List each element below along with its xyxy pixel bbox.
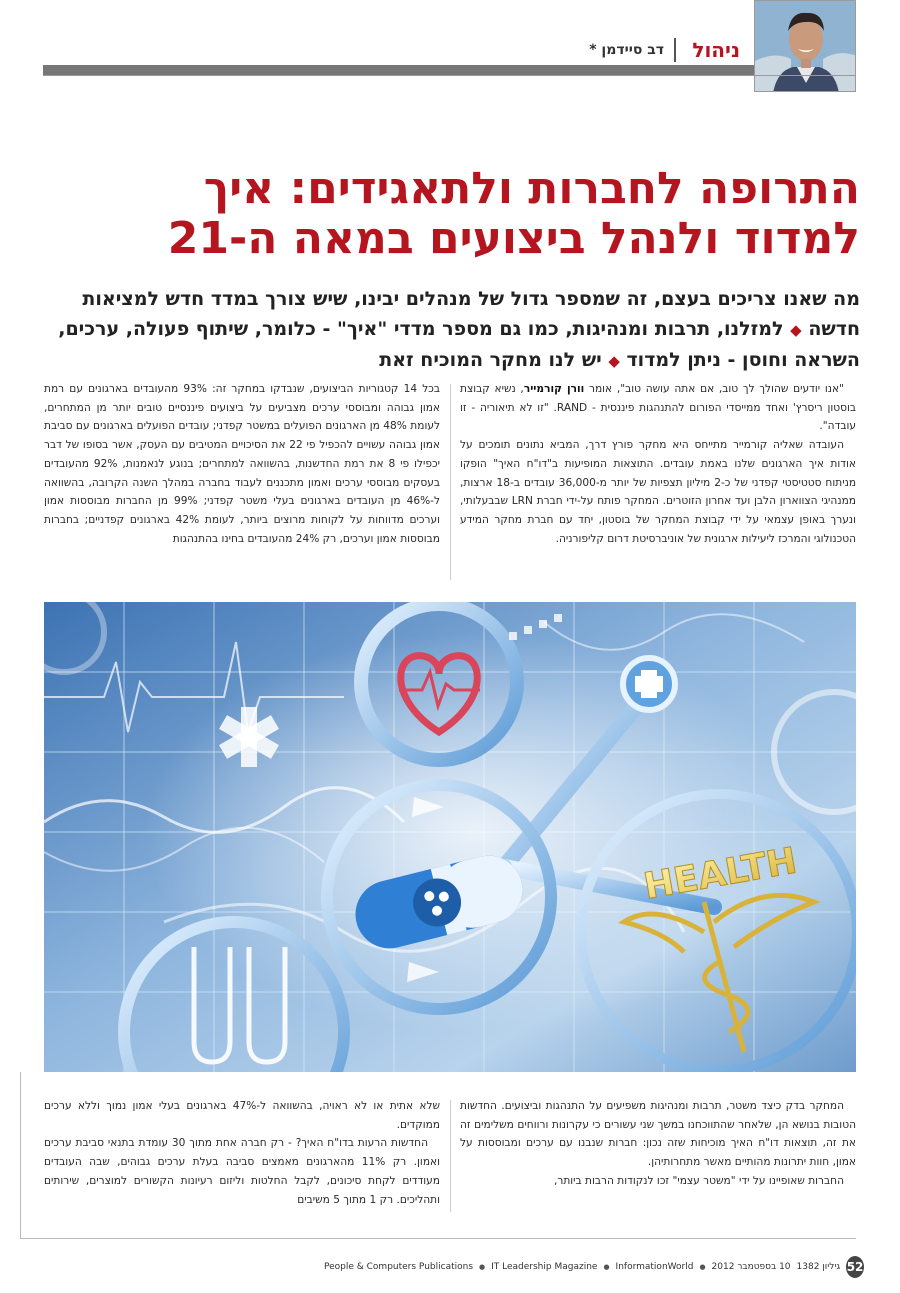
subhead-line-2b: למזלנו, תרבות ומנהיגות, כמו גם מספר מדדי "איך" - כלומר, שיתוף פעולה, ערכים, xyxy=(58,318,784,340)
diamond-icon: ◆ xyxy=(608,352,620,370)
author-portrait xyxy=(754,0,856,92)
separator-dot-icon: ● xyxy=(479,1263,486,1271)
paragraph-text: "אנו יודעים שהולך לך טוב, אם אתה עושה טוב", אומר xyxy=(588,383,844,395)
paragraph: שלא אתית או לא ראויה, בהשוואה ל-47% בארגונים בעלי אמון נמוך וללא ערכים ממוקדים. xyxy=(44,1100,440,1131)
separator-dot-icon: ● xyxy=(603,1263,610,1271)
paragraph: העובדה שאליה קורמייר מתייחס היא מחקר פורץ דרך, המביא נתונים תומכים על אודות איך הארגונים שלנו באמת עובדים. התוצאות המופיעות ב"דו"ח האיך" הופקו מניתוח סטטיסטי קפדני של כ-2 מיליון תצפיות של יותר מ-36,000 עובדים ב-18 ארצות, ממנהיגי הצווארון הלבן ועד אחרון הזוטרים. המחקר פותח על-ידי חברת LRN שבבעלותי, ונערך באופן עצמאי על ידי קבוצת המחקר של בוסטון, יחד עם חברת מחקר המידע הטכנולוגי והמרכז ליעילות ארגונית של אוניברסיטת דרום קליפורניה. xyxy=(460,439,857,545)
footer-rule xyxy=(20,1238,856,1239)
section-label: ניהול xyxy=(692,38,740,62)
paragraph xyxy=(460,380,856,436)
page-number: 52 xyxy=(846,1256,864,1278)
separator-dot-icon: ● xyxy=(699,1263,706,1271)
diamond-icon: ◆ xyxy=(790,321,802,339)
quoted-person-name: וורן קורמייר xyxy=(523,383,585,395)
author-portrait-image xyxy=(755,1,856,92)
page-footer xyxy=(324,1256,864,1278)
subhead-line-1: מה שאנו צריכים בעצם, זה שמספר גדול של מנהלים יבינו, שיש צורך במדד חדש למציאות xyxy=(82,288,860,310)
subhead-line-3a: השראה וחוסן - ניתן למדוד xyxy=(626,349,860,371)
headline-line-2: למדוד ולנהל ביצועים במאה ה-21 xyxy=(167,213,860,264)
column-bottom-right xyxy=(460,1097,856,1191)
headline-line-1: התרופה לחברות ולתאגידים: איך xyxy=(203,163,860,214)
header-bar xyxy=(43,65,754,75)
article-headline xyxy=(40,164,860,264)
subhead-line-3 xyxy=(40,345,860,376)
page-side-rule xyxy=(20,1072,21,1238)
paragraph: החדשות הרעות בדו"ח האיך? - רק חברה אחת מתוך 30 עומדת בתנאי סביבת ערכים ואמון. רק 11% מהארגונים מאמצים סביבה בעלת ערכים גבוהים, שבה העובדים מעודדים לקחת סיכונים, לקבל החלטות וליזום רעיונות הקשורים למוצרים, שירותים ותהליכים. רק 1 מתוך 5 משיבים xyxy=(44,1137,440,1206)
issue-number: גיליון 1382 xyxy=(796,1262,841,1272)
publication-name: InformationWorld xyxy=(615,1262,694,1272)
issue-date: 10 בספטמבר 2012 xyxy=(711,1262,791,1272)
column-top-left xyxy=(44,380,440,548)
paragraph: החברות שאופיינו על ידי "משטר עצמי" זכו לנקודות הרבות ביותר, xyxy=(553,1174,844,1187)
subhead-line-2 xyxy=(40,314,860,345)
health-illustration xyxy=(44,602,856,1072)
column-divider xyxy=(450,384,451,580)
subhead-line-3b: יש לנו מחקר המוכיח זאת xyxy=(379,349,602,371)
health-illustration-art xyxy=(44,602,856,1072)
column-top-right xyxy=(460,380,856,548)
column-divider xyxy=(450,1100,451,1212)
header-rule xyxy=(43,75,855,76)
paragraph: בכל 14 קטגוריות הביצועים, שנבדקו במחקר זה: 93% מהעובדים בארגונים עם רמת אמון גבוהה ומבוססי ערכים מצביעים על ביצועים פיננסיים טובים יותר מן המתחרים, לעומת 48% מן הארגונים הפועלים במשטר קפדני; עובדים הפועלים בארגונים עם סביבת אמון גבוהה עשויים להכפיל פי 22 את הסיכויים המטיבים עם העסק, אשר בסופו של דבר יכפילו פי 8 את רמת החדשנות, בהשוואה למתחרים; בנוגע לנאמנות, 92% מהעובדים בעסקים מבוססי ערכים ואמון מתכננים לעבוד בחברה במהלך השנה הקרובה, בהשוואה ל-46% מן העובדים בארגונים בעלי משטר קפדני; 99% מן החברות מבוססות אמון וערכים מדווחות על לקוחות מרוצים ביותר, לעומת 42% בארגונים קפדניים; בחברות מבוססות אמון וערכים, רק 24% מהעובדים בחינו בהתנהגות xyxy=(44,383,440,545)
publication-name: IT Leadership Magazine xyxy=(491,1262,598,1272)
publisher-name: People & Computers Publications xyxy=(324,1262,474,1272)
subhead-line-2a: חדשה xyxy=(808,318,860,340)
column-bottom-left xyxy=(44,1097,440,1209)
paragraph-text: , נשיא קבוצת בוסטון ריסרץ' ואחד ממייסדי הפורום להתנהגות פיננסית - RAND. "זו לא תיאוריה - זו עובדה". xyxy=(460,383,856,433)
author-name: דב סיידמן * xyxy=(589,42,664,58)
header-separator xyxy=(674,38,676,62)
article-subhead xyxy=(40,284,860,376)
health-label: HEALTH xyxy=(640,840,800,908)
paragraph: המחקר בדק כיצד משטר, תרבות ומנהיגות משפיעים על התנהגות וביצועים. החדשות הטובות בנושא הן, שלאחר שהתווכחנו במשך שני עשורים כי עקרונות ורווחים משלימים זה את זה, תוצאות דו"ח האיך מוכיחות שזה נכון: חברות שנבנו עם ערכים ומבוססות על אמון, חוות יתרונות מהותיים מאשר מתחרותיהן. xyxy=(460,1100,856,1169)
